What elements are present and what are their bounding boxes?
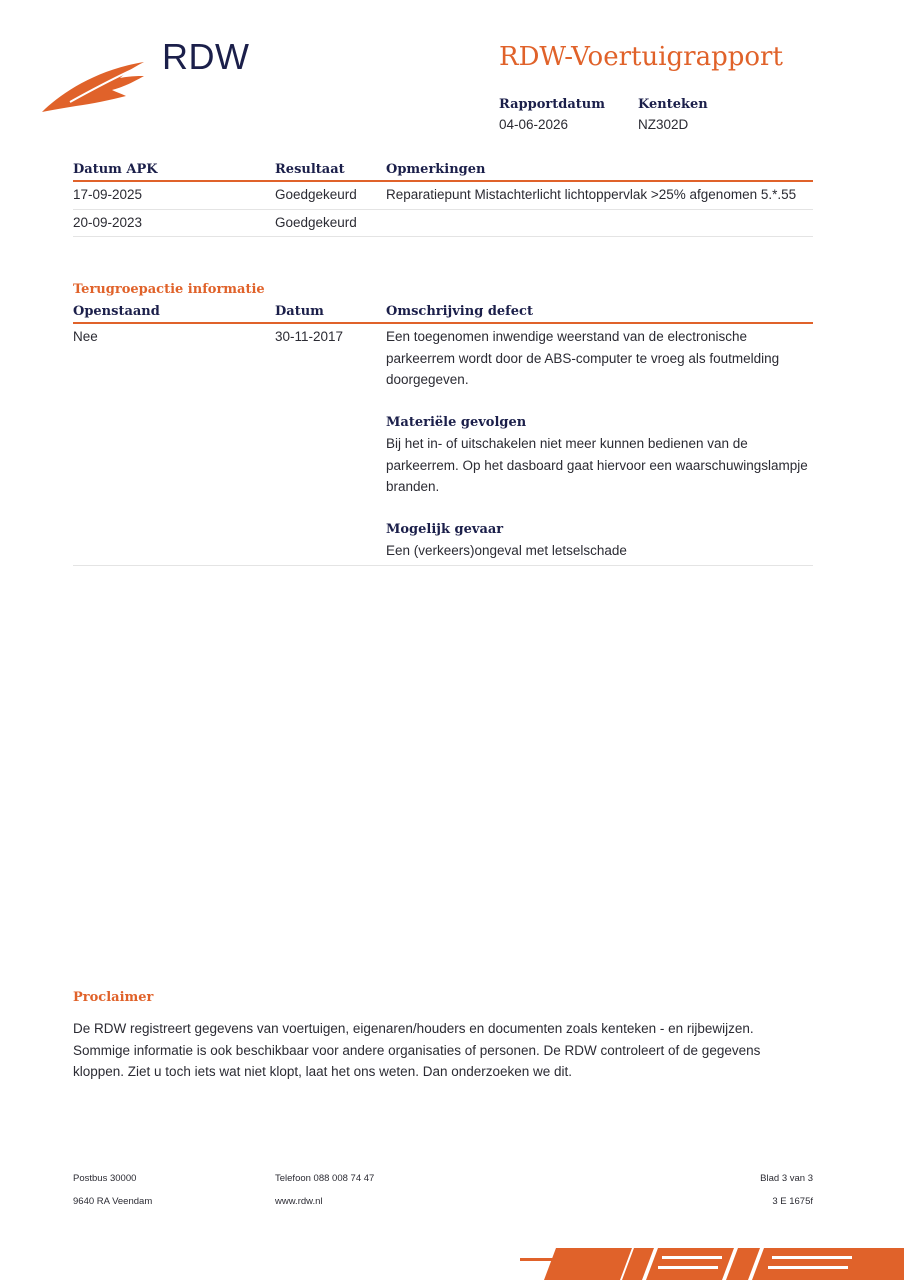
recall-col-defect: Omschrijving defect	[386, 302, 813, 323]
proclaimer-title: Proclaimer	[73, 990, 154, 1005]
apk-header-row	[73, 160, 813, 181]
plate-value: NZ302D	[638, 117, 689, 132]
consequences-label: Materiële gevolgen	[386, 414, 527, 430]
report-date-value: 04-06-2026	[499, 117, 569, 132]
apk-result: Goedgekeurd	[275, 181, 386, 209]
page-title: RDW-Voertuigrapport	[499, 42, 783, 72]
plate-block	[638, 97, 708, 132]
table-row	[73, 323, 813, 565]
recall-col-date: Datum	[275, 302, 386, 323]
footer-postbus: Postbus 30000	[73, 1173, 137, 1184]
apk-col-result: Resultaat	[275, 160, 386, 181]
recall-header-row	[73, 302, 813, 323]
apk-remark: Reparatiepunt Mistachterlicht lichtoppervlak >25% afgenomen 5.*.55	[386, 181, 813, 209]
footer-city: 9640 RA Veendam	[73, 1196, 153, 1207]
proclaimer-text: De RDW registreert gegevens van voertuigen, eigenaren/houders en documenten zoals kenteken - en rijbewijzen. Sommige informatie is ook beschikbaar voor andere organisaties of personen. De RDW controleert of de gegevens kloppen. Ziet u toch iets wat niet klopt, laat het ons weten. Dan onderzoeken we dit.	[73, 1021, 761, 1079]
footer-page-number: Blad 3 van 3	[760, 1173, 813, 1184]
apk-result: Goedgekeurd	[275, 209, 386, 237]
report-date-block	[499, 97, 605, 132]
recall-details	[386, 323, 813, 565]
danger-text: Een (verkeers)ongeval met letselschade	[386, 543, 627, 558]
recall-defect-text: Een toegenomen inwendige weerstand van de electronische parkeerrem wordt door de ABS-computer te vroeg als foutmelding doorgegeven.	[386, 329, 780, 387]
recall-col-open: Openstaand	[73, 302, 275, 323]
logo-text: RDW	[162, 36, 250, 77]
apk-table	[73, 160, 813, 237]
apk-date: 17-09-2025	[73, 181, 275, 209]
recall-open: Nee	[73, 323, 275, 565]
report-date-label: Rapportdatum	[499, 97, 605, 112]
footer-phone: Telefoon 088 008 74 47	[275, 1173, 375, 1184]
danger-label: Mogelijk gevaar	[386, 521, 504, 537]
footer-website: www.rdw.nl	[275, 1196, 323, 1207]
consequences-text: Bij het in- of uitschakelen niet meer kunnen bedienen van de parkeerrem. Op het dasboard gaat hiervoor een waarschuwingslampje branden.	[386, 436, 808, 494]
table-row	[73, 181, 813, 209]
apk-col-remarks: Opmerkingen	[386, 160, 813, 181]
footer-code: 3 E 1675f	[772, 1196, 813, 1207]
apk-date: 20-09-2023	[73, 209, 275, 237]
table-row	[73, 209, 813, 237]
rdw-logo-icon	[40, 56, 150, 116]
apk-remark	[386, 209, 813, 237]
footer-stripes-decoration	[520, 1244, 904, 1280]
apk-col-date: Datum APK	[73, 160, 275, 181]
recall-heading: Terugroepactie informatie	[73, 282, 265, 297]
plate-label: Kenteken	[638, 97, 708, 112]
recall-table	[73, 302, 813, 566]
recall-date: 30-11-2017	[275, 323, 386, 565]
